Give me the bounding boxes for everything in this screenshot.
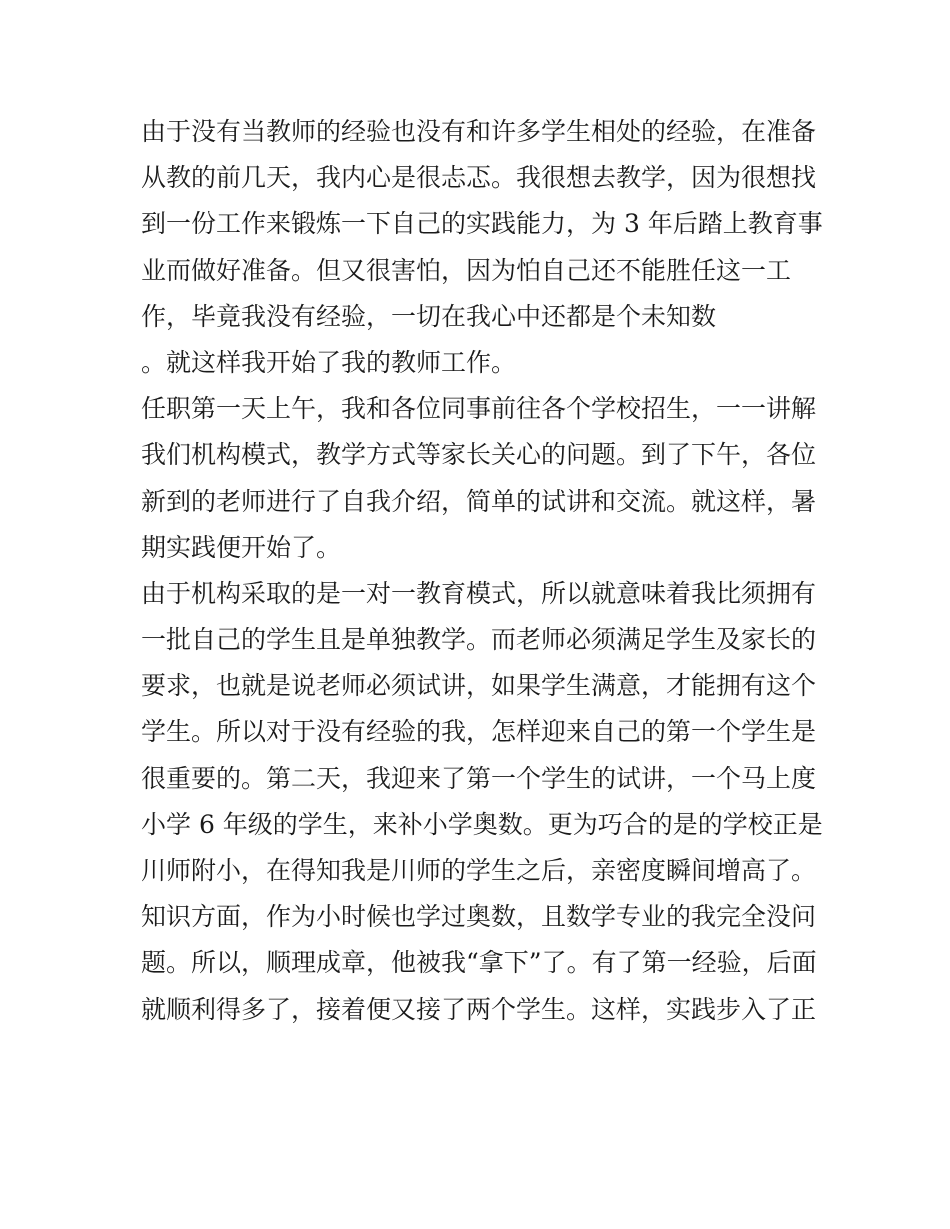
text-line: 由于机构采取的是一对一教育模式，所以就意味着我比须拥有: [141, 578, 817, 608]
text-line: 由于没有当教师的经验也没有和许多学生相处的经验，在准备: [141, 117, 817, 146]
text-line: 要求，也就是说老师必须试讲，如果学生满意，才能拥有这个: [141, 671, 817, 701]
text-line: 业而做好准备。但又很害怕，因为怕自己还不能胜任这一工: [141, 255, 792, 285]
text-line: 题。所以，顺理成章，他被我“拿下”了。有了第一经验，后面: [141, 948, 817, 978]
text-line: 作，毕竟我没有经验，一切在我心中还都是个未知数: [141, 301, 717, 331]
text-line: 就顺利得多了，接着便又接了两个学生。这样，实践步入了正: [141, 994, 817, 1024]
text-line: 川师附小，在得知我是川师的学生之后，亲密度瞬间增高了。: [141, 856, 817, 885]
text-line: 学生。所以对于没有经验的我，怎样迎来自己的第一个学生是: [141, 717, 817, 747]
text-line: 从教的前几天，我内心是很忐忑。我很想去教学，因为很想找: [141, 163, 817, 193]
text-line: 。就这样我开始了我的教师工作。: [141, 347, 517, 377]
text-line: 小学 6 年级的学生，来补小学奥数。更为巧合的是的学校正是: [141, 809, 823, 839]
text-line: 到一份工作来锻炼一下自己的实践能力，为 3 年后踏上教育事: [141, 209, 823, 239]
body-text: [141, 109, 821, 1033]
text-line: 知识方面，作为小时候也学过奥数，且数学专业的我完全没问: [141, 902, 817, 932]
text-line: 很重要的。第二天，我迎来了第一个学生的试讲，一个马上度: [141, 763, 817, 793]
text-line: 新到的老师进行了自我介绍，简单的试讲和交流。就这样，暑: [141, 486, 817, 516]
text-line: 任职第一天上午，我和各位同事前往各个学校招生，一一讲解: [141, 394, 817, 424]
text-line: 期实践便开始了。: [141, 532, 342, 562]
text-line: 我们机构模式，教学方式等家长关心的问题。到了下午，各位: [141, 440, 817, 470]
text-line: 一批自己的学生且是单独教学。而老师必须满足学生及家长的: [141, 625, 817, 655]
